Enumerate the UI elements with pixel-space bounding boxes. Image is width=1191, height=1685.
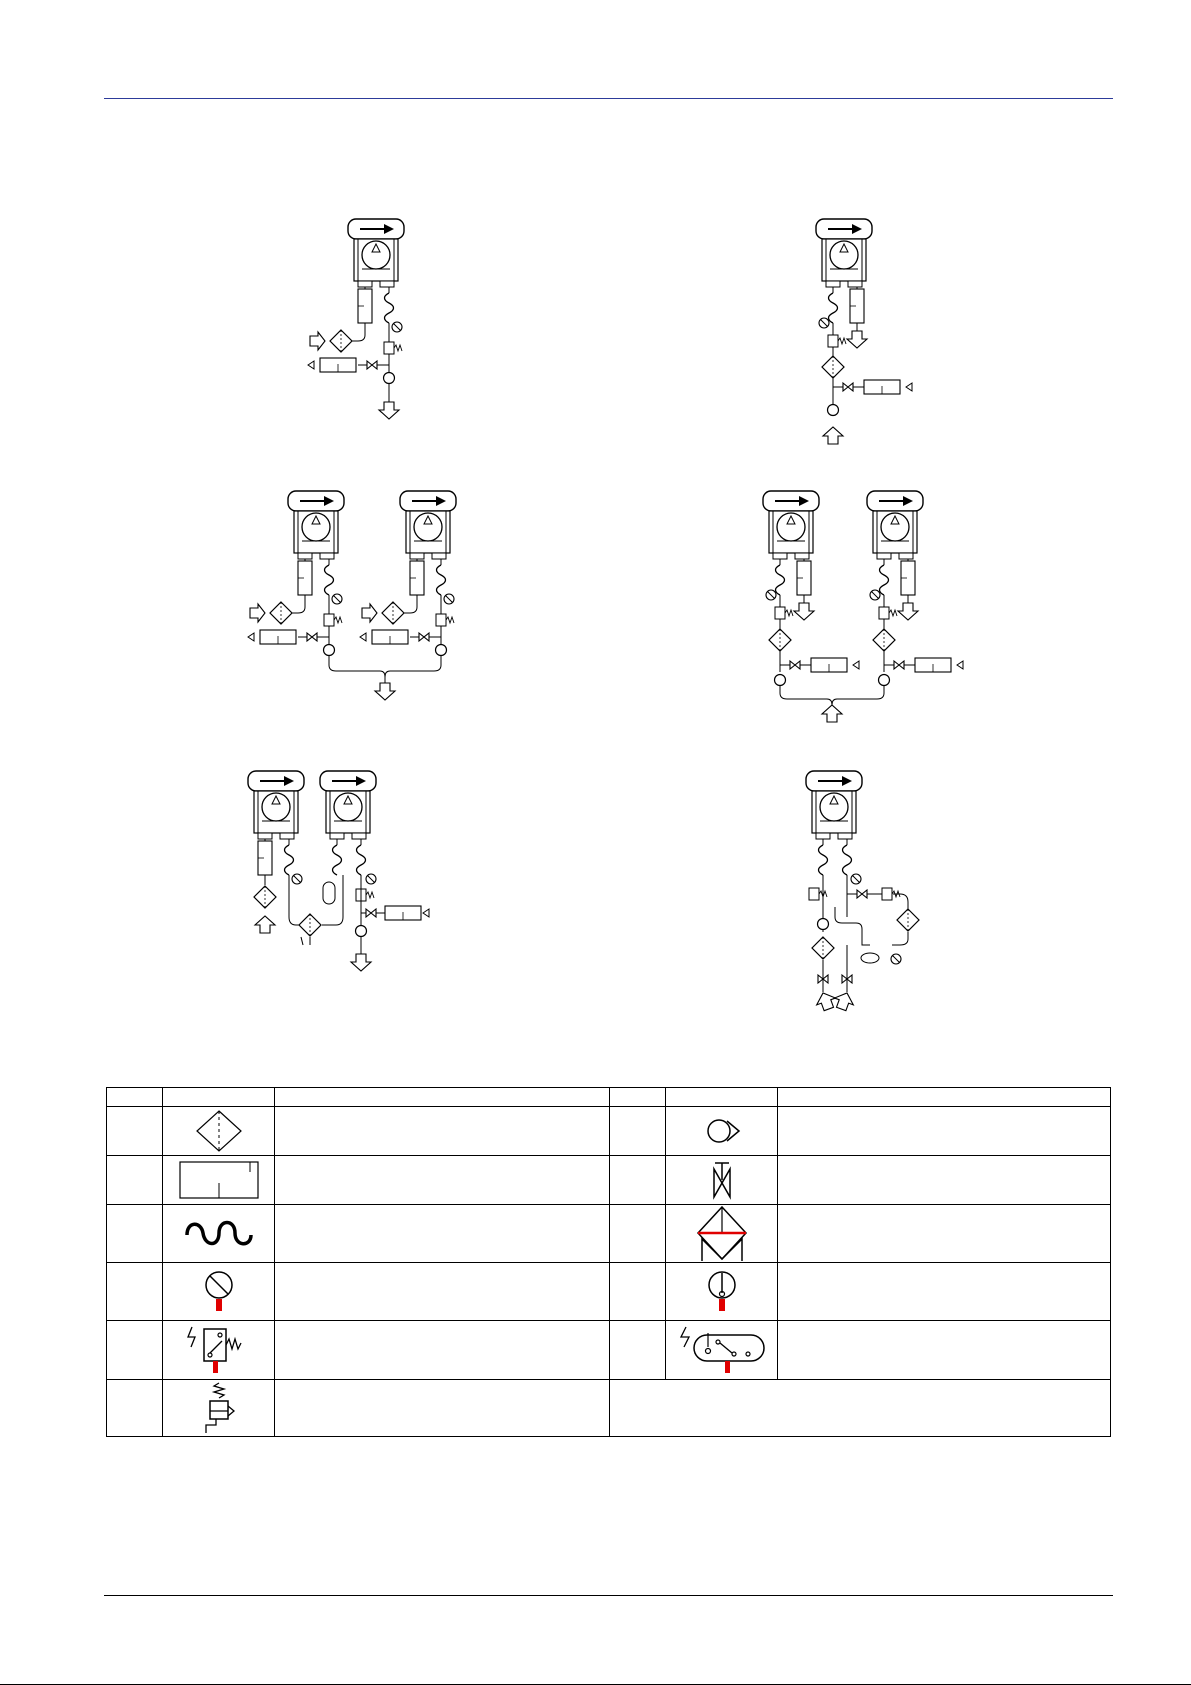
- legend-description: [778, 1262, 1111, 1320]
- legend-number: [610, 1107, 666, 1156]
- legend-header-cell: [610, 1088, 666, 1107]
- legend-row: [107, 1107, 1111, 1156]
- pressure-gauge-icon: [163, 1262, 275, 1320]
- piping-diagram-5: [240, 767, 450, 977]
- legend-number: [107, 1379, 163, 1436]
- piping-diagram-6: [790, 767, 940, 1022]
- legend-description: [275, 1321, 610, 1379]
- legend-description: [275, 1156, 610, 1204]
- legend-header-row: [107, 1088, 1111, 1107]
- legend-number: [610, 1321, 666, 1379]
- piping-diagram-4: [755, 487, 985, 732]
- legend-row: [107, 1262, 1111, 1320]
- legend-header-cell: [666, 1088, 778, 1107]
- legend-empty-cell: [610, 1379, 1111, 1436]
- legend-header-cell: [778, 1088, 1111, 1107]
- legend-row: [107, 1321, 1111, 1379]
- legend-header-cell: [107, 1088, 163, 1107]
- legend-description: [778, 1107, 1111, 1156]
- legend-description: [275, 1107, 610, 1156]
- legend-row: [107, 1379, 1111, 1436]
- legend-number: [107, 1262, 163, 1320]
- legend-description: [275, 1379, 610, 1436]
- header-rule: [104, 98, 1113, 99]
- symbol-legend-table: [106, 1087, 1111, 1437]
- pot-icon: [163, 1156, 275, 1204]
- legend-number: [107, 1204, 163, 1262]
- level-switch-icon: [666, 1321, 778, 1379]
- filter-icon: [163, 1107, 275, 1156]
- legend-number: [610, 1156, 666, 1204]
- legend-number: [107, 1321, 163, 1379]
- legend-description: [275, 1204, 610, 1262]
- pressure-relief-valve-icon: [163, 1379, 275, 1436]
- legend-description: [275, 1262, 610, 1320]
- piping-diagram-1: [300, 215, 440, 425]
- pressure-switch-icon: [163, 1321, 275, 1379]
- thermometer-icon: [666, 1262, 778, 1320]
- legend-header-cell: [163, 1088, 275, 1107]
- legend-number: [610, 1262, 666, 1320]
- legend-number: [610, 1204, 666, 1262]
- heat-exchanger-icon: [666, 1204, 778, 1262]
- legend-description: [778, 1156, 1111, 1204]
- piping-diagram-2: [790, 215, 930, 445]
- legend-description: [778, 1204, 1111, 1262]
- legend-row: [107, 1204, 1111, 1262]
- legend-row: [107, 1156, 1111, 1204]
- piping-diagram-3: [240, 487, 470, 712]
- footer-rule: [104, 1595, 1113, 1596]
- legend-number: [107, 1156, 163, 1204]
- shut-off-valve-icon: [666, 1156, 778, 1204]
- legend-header-cell: [275, 1088, 610, 1107]
- flexible-hose-icon: [163, 1204, 275, 1262]
- legend-description: [778, 1321, 1111, 1379]
- check-valve-icon: [666, 1107, 778, 1156]
- legend-number: [107, 1107, 163, 1156]
